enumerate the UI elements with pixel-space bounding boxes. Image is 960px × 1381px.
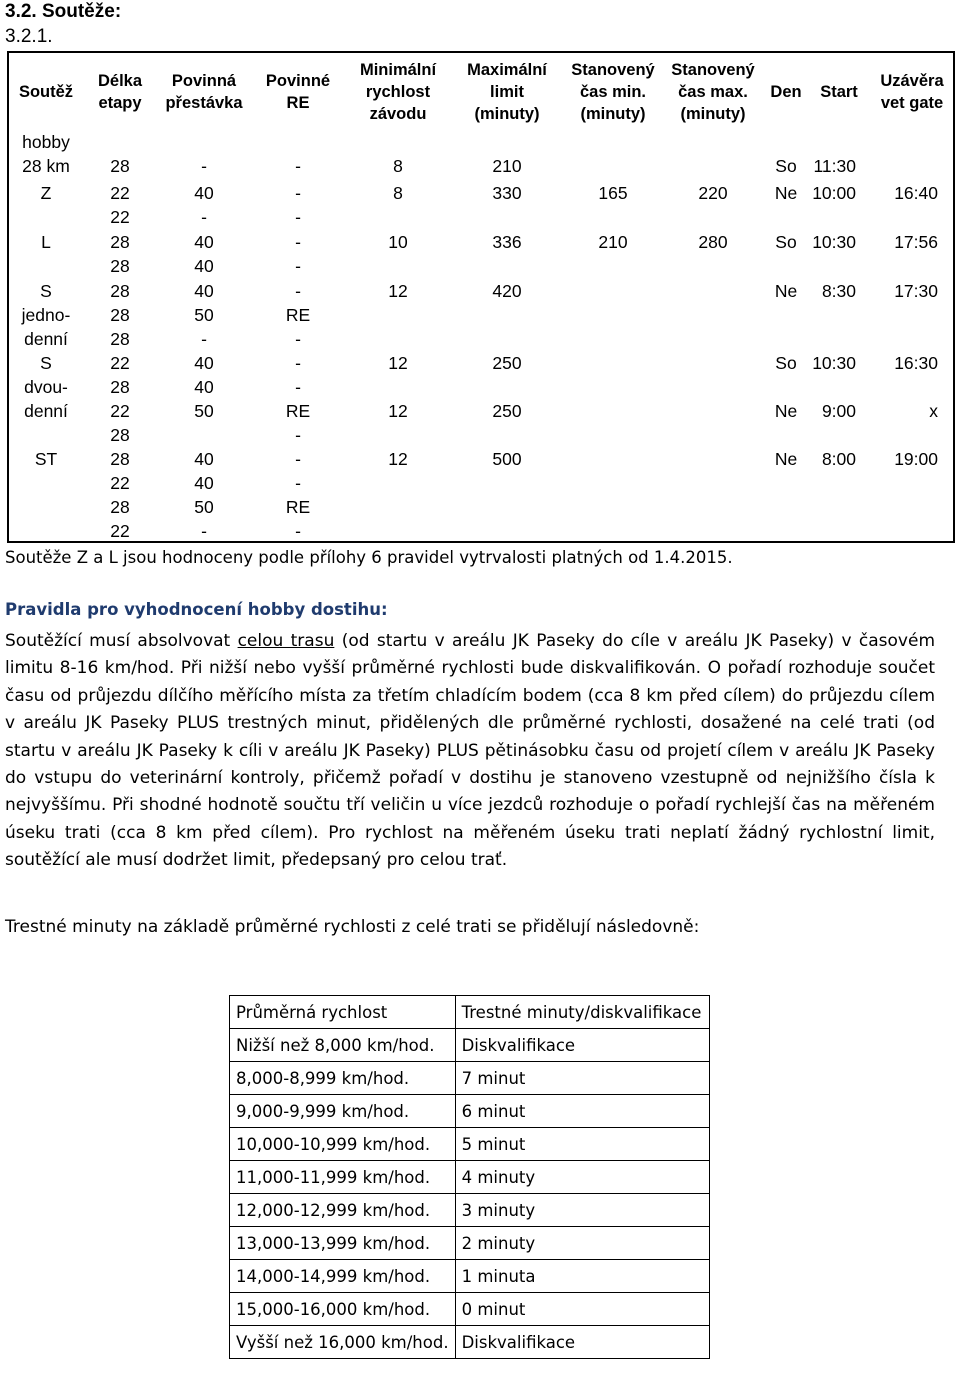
cell-re: RE	[285, 497, 311, 517]
section-heading: 3.2. Soutěže:	[5, 1, 122, 22]
cell-max: 330	[492, 183, 522, 203]
rules-paragraph: Soutěžící musí absolvovat celou trasu (od startu v areálu JK Paseky do cíle v areálu JK Paseky) v časovém limitu 8-16 km/hod. Při nižší nebo vyšší průměrné rychlosti bude diskvalifikován. O pořadí rozhoduje součet času od průjezdu dílčího měřícího místa za třetím chladícím bodem (cca 8 km před cílem) do průjezdu cílem v areálu JK Paseky PLUS trestných minut, přidělených dle průměrné rychlosti, dosažené na celé trati (od startu v areálu JK Paseky k cíli v areálu JK Paseky) PLUS pětinásobku času od projetí cílem v areálu JK Paseky do vstupu do veterinární kontroly, přičemž pořadí v dostihu je stanoveno vzestupně od nejnižšího čísla k nejvyššímu. Při shodné hodnotě součtu tří veličin u více jezdců rozhoduje o pořadí rychlejší čas na měřeném úseku trati (cca 8 km před cílem). Pro rychlost na měřeném úseku trati neplatí žádný rychlostní limit, soutěžící ale musí dodržet limit, předepsaný pro celou trať.	[5, 631, 935, 871]
cell-start: 11:30	[813, 156, 856, 176]
penalty-row	[230, 1062, 710, 1095]
cell-max: 250	[492, 353, 522, 373]
penalty-row	[230, 1293, 710, 1326]
cell-prestavka: 40	[194, 183, 214, 203]
cell-name: hobby	[22, 132, 70, 152]
penalty-header-row	[230, 996, 710, 1029]
cell-max: 420	[492, 281, 522, 301]
cell-den: So	[775, 353, 797, 373]
penalty-cell: 5 minut	[455, 1128, 709, 1161]
speed-cell: 15,000-16,000 km/hod.	[230, 1293, 456, 1326]
header-delka: Délka etapy	[97, 72, 143, 112]
header-prestavka: Povinná přestávka	[165, 72, 243, 112]
cell-re: -	[295, 232, 301, 252]
cell-start: 10:30	[812, 353, 856, 373]
cell-cmin: 165	[598, 183, 628, 203]
speed-cell: 9,000-9,999 km/hod.	[230, 1095, 456, 1128]
cell-re: -	[295, 353, 301, 373]
rules-title: Pravidla pro vyhodnocení hobby dostihu:	[5, 600, 388, 619]
header-start: Start	[820, 83, 858, 101]
penalty-cell: 6 minut	[455, 1095, 709, 1128]
speed-cell: 12,000-12,999 km/hod.	[230, 1194, 456, 1227]
penalties-intro: Trestné minuty na základě průměrné rychlosti z celé trati se přidělují následovně:	[5, 917, 700, 937]
cell-start: 10:30	[812, 232, 856, 252]
cell-delka: 28	[110, 281, 130, 301]
cell-prestavka: 50	[194, 401, 214, 421]
header-cas_max: Stanovený čas max. (minuty)	[671, 61, 755, 123]
cell-name: denní	[24, 401, 68, 421]
cell-min: 8	[393, 183, 403, 203]
cell-min: 10	[388, 232, 408, 252]
cell-min: 12	[388, 449, 408, 469]
cell-min: 12	[388, 353, 408, 373]
cell-den: Ne	[774, 281, 798, 301]
cell-delka: 28	[110, 449, 130, 469]
penalty-row	[230, 1194, 710, 1227]
penalty-row	[230, 1095, 710, 1128]
cell-delka: 22	[110, 183, 130, 203]
cell-delka: 22	[110, 207, 130, 227]
cell-den: So	[775, 156, 797, 176]
cell-delka: 22	[110, 473, 130, 493]
cell-start: 8:00	[821, 449, 856, 469]
speed-cell: Průměrná rychlost	[230, 996, 456, 1029]
cell-re: -	[295, 207, 301, 227]
cell-den: Ne	[774, 183, 798, 203]
cell-prestavka: 50	[194, 305, 214, 325]
cell-max: 336	[492, 232, 522, 252]
underlined-phrase: celou trasu	[237, 631, 335, 651]
penalty-cell: 0 minut	[455, 1293, 709, 1326]
cell-start: 9:00	[821, 401, 856, 421]
speed-cell: 8,000-8,999 km/hod.	[230, 1062, 456, 1095]
cell-delka: 22	[110, 401, 130, 421]
cell-re: -	[295, 425, 301, 445]
penalty-row	[230, 1227, 710, 1260]
header-cas_min: Stanovený čas min. (minuty)	[571, 61, 655, 123]
penalty-cell: Diskvalifikace	[455, 1029, 709, 1062]
cell-delka: 28	[110, 156, 130, 176]
cell-min: 12	[388, 281, 408, 301]
speed-cell: 14,000-14,999 km/hod.	[230, 1260, 456, 1293]
penalty-cell: 7 minut	[455, 1062, 709, 1095]
cell-re: -	[295, 521, 301, 541]
cell-delka: 28	[110, 329, 130, 349]
cell-gate: 16:30	[894, 353, 938, 373]
penalty-cell: Trestné minuty/diskvalifikace	[455, 996, 709, 1029]
speed-cell: Nižší než 8,000 km/hod.	[230, 1029, 456, 1062]
cell-name: denní	[24, 329, 68, 349]
cell-den: Ne	[774, 401, 798, 421]
cell-gate: 16:40	[894, 183, 938, 203]
cell-gate: 17:30	[894, 281, 938, 301]
cell-prestavka: 40	[194, 353, 214, 373]
cell-prestavka: 40	[194, 473, 214, 493]
cell-delka: 28	[110, 377, 130, 397]
cell-delka: 28	[110, 425, 130, 445]
subsection-heading: 3.2.1.	[5, 26, 53, 47]
cell-re: RE	[285, 305, 311, 325]
cell-den: So	[775, 232, 797, 252]
cell-delka: 28	[110, 256, 130, 276]
header-re: Povinné RE	[265, 72, 331, 112]
cell-prestavka: 40	[194, 377, 214, 397]
header-max_limit: Maximální limit (minuty)	[467, 61, 547, 123]
cell-prestavka: 40	[194, 256, 214, 276]
penalty-row	[230, 1161, 710, 1194]
cell-cmin: 210	[598, 232, 628, 252]
speed-cell: 10,000-10,999 km/hod.	[230, 1128, 456, 1161]
header-soutez: Soutěž	[18, 83, 74, 101]
cell-name: L	[41, 232, 51, 252]
cell-re: -	[295, 183, 301, 203]
cell-prestavka: 40	[194, 449, 214, 469]
header-uzavera: Uzávěra vet gate	[880, 72, 944, 112]
penalty-row	[230, 1326, 710, 1359]
cell-prestavka: 50	[194, 497, 214, 517]
cell-max: 250	[492, 401, 522, 421]
penalty-table	[229, 995, 710, 1359]
cell-re: -	[295, 156, 301, 176]
header-min_rychlost: Minimální rychlost závodu	[359, 61, 437, 123]
cell-name: dvou-	[24, 377, 68, 397]
cell-min: 12	[388, 401, 408, 421]
speed-cell: 13,000-13,999 km/hod.	[230, 1227, 456, 1260]
penalty-row	[230, 1128, 710, 1161]
speed-cell: Vyšší než 16,000 km/hod.	[230, 1326, 456, 1359]
cell-gate: x	[929, 401, 938, 421]
cell-prestavka: 40	[194, 281, 214, 301]
cell-start: 8:30	[821, 281, 856, 301]
cell-prestavka: 40	[194, 232, 214, 252]
cell-delka: 28	[110, 232, 130, 252]
cell-max: 500	[492, 449, 522, 469]
cell-delka: 28	[110, 305, 130, 325]
penalty-row	[230, 1260, 710, 1293]
header-den: Den	[770, 83, 802, 101]
cell-prestavka: -	[201, 329, 207, 349]
cell-name: 28 km	[22, 156, 70, 176]
rules-note: Soutěže Z a L jsou hodnoceny podle přílohy 6 pravidel vytrvalosti platných od 1.4.2015.	[5, 548, 733, 567]
penalty-row	[230, 1029, 710, 1062]
penalty-cell: 3 minuty	[455, 1194, 709, 1227]
cell-name: jedno-	[21, 305, 71, 325]
cell-prestavka: -	[201, 521, 207, 541]
cell-delka: 22	[110, 353, 130, 373]
cell-gate: 19:00	[894, 449, 938, 469]
cell-min: 8	[393, 156, 403, 176]
penalty-cell: Diskvalifikace	[455, 1326, 709, 1359]
cell-delka: 22	[110, 521, 130, 541]
cell-re: -	[295, 256, 301, 276]
penalty-cell: 4 minuty	[455, 1161, 709, 1194]
speed-cell: 11,000-11,999 km/hod.	[230, 1161, 456, 1194]
cell-cmax: 280	[698, 232, 728, 252]
cell-re: RE	[285, 401, 311, 421]
cell-gate: 17:56	[894, 232, 938, 252]
cell-prestavka: -	[201, 207, 207, 227]
cell-re: -	[295, 473, 301, 493]
cell-re: -	[295, 281, 301, 301]
penalty-cell: 1 minuta	[455, 1260, 709, 1293]
cell-prestavka: -	[201, 156, 207, 176]
cell-cmax: 220	[698, 183, 728, 203]
cell-name: S	[40, 353, 52, 373]
cell-re: -	[295, 329, 301, 349]
cell-max: 210	[492, 156, 522, 176]
cell-name: ST	[34, 449, 58, 469]
cell-name: Z	[40, 183, 52, 203]
cell-re: -	[295, 377, 301, 397]
cell-delka: 28	[110, 497, 130, 517]
cell-re: -	[295, 449, 301, 469]
cell-den: Ne	[774, 449, 798, 469]
penalty-cell: 2 minuty	[455, 1227, 709, 1260]
cell-start: 10:00	[812, 183, 856, 203]
cell-name: S	[40, 281, 52, 301]
